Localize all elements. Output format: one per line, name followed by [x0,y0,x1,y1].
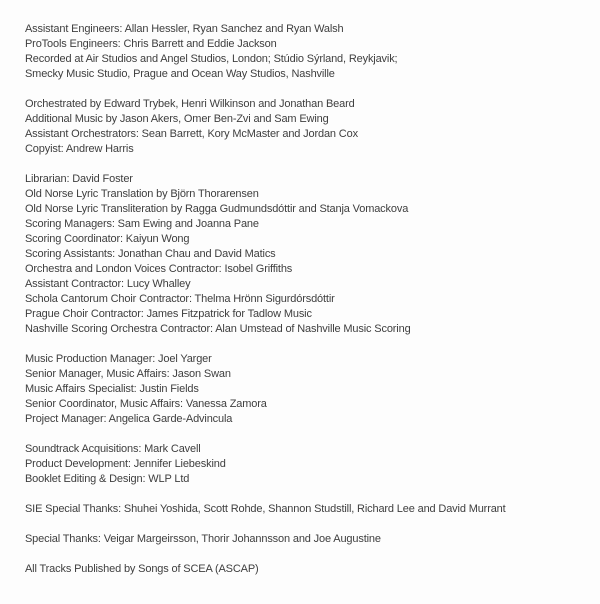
credit-line: Copyist: Andrew Harris [25,143,134,155]
credit-line: SIE Special Thanks: Shuhei Yoshida, Scott Rohde, Shannon Studstill, Richard Lee and David Murrant [25,503,506,515]
credit-line: ProTools Engineers: Chris Barrett and Eddie Jackson [25,38,277,50]
credit-line: Assistant Engineers: Allan Hessler, Ryan Sanchez and Ryan Walsh [25,23,344,35]
credit-line: Booklet Editing & Design: WLP Ltd [25,473,190,485]
credit-line: Old Norse Lyric Transliteration by Ragga Gudmundsdóttir and Stanja Vomackova [25,203,409,215]
paragraph-product-team [25,442,582,487]
credit-line: Schola Cantorum Choir Contractor: Thelma Hrönn Sigurdórsdóttir [25,293,335,305]
paragraph-engineers-recording [25,22,582,82]
credit-line: Assistant Orchestrators: Sean Barrett, Kory McMaster and Jordan Cox [25,128,358,140]
credit-line: Senior Manager, Music Affairs: Jason Swan [25,368,231,380]
credit-line: Recorded at Air Studios and Angel Studios, London; Stúdio Sýrland, Reykjavik; [25,53,398,65]
credit-line: Orchestra and London Voices Contractor: Isobel Griffiths [25,263,293,275]
credit-line: Scoring Managers: Sam Ewing and Joanna Pane [25,218,259,230]
credit-line: Music Affairs Specialist: Justin Fields [25,383,199,395]
credit-line: Prague Choir Contractor: James Fitzpatrick for Tadlow Music [25,308,312,320]
credit-line: Librarian: David Foster [25,173,133,185]
paragraph-scoring-team [25,172,582,337]
credit-line: Soundtrack Acquisitions: Mark Cavell [25,443,201,455]
credit-line: Assistant Contractor: Lucy Whalley [25,278,191,290]
credit-line: Scoring Assistants: Jonathan Chau and David Matics [25,248,276,260]
credit-line: Product Development: Jennifer Liebeskind [25,458,226,470]
paragraph-orchestration [25,97,582,157]
credit-line: Additional Music by Jason Akers, Omer Ben-Zvi and Sam Ewing [25,113,329,125]
credit-line: Project Manager: Angelica Garde-Advincula [25,413,233,425]
credit-line: Nashville Scoring Orchestra Contractor: Alan Umstead of Nashville Music Scoring [25,323,411,335]
paragraph-publishing [25,562,582,577]
credit-line: Old Norse Lyric Translation by Björn Thorarensen [25,188,259,200]
paragraph-music-management [25,352,582,427]
credit-line: All Tracks Published by Songs of SCEA (ASCAP) [25,563,259,575]
credits-text-block [25,22,582,577]
paragraph-special-thanks [25,532,582,547]
credit-line: Music Production Manager: Joel Yarger [25,353,212,365]
credit-line: Special Thanks: Veigar Margeirsson, Thorir Johannsson and Joe Augustine [25,533,381,545]
paragraph-sie-special-thanks [25,502,582,517]
credit-line: Scoring Coordinator: Kaiyun Wong [25,233,190,245]
credit-line: Senior Coordinator, Music Affairs: Vanessa Zamora [25,398,267,410]
credit-line: Smecky Music Studio, Prague and Ocean Way Studios, Nashville [25,68,335,80]
credit-line: Orchestrated by Edward Trybek, Henri Wilkinson and Jonathan Beard [25,98,355,110]
